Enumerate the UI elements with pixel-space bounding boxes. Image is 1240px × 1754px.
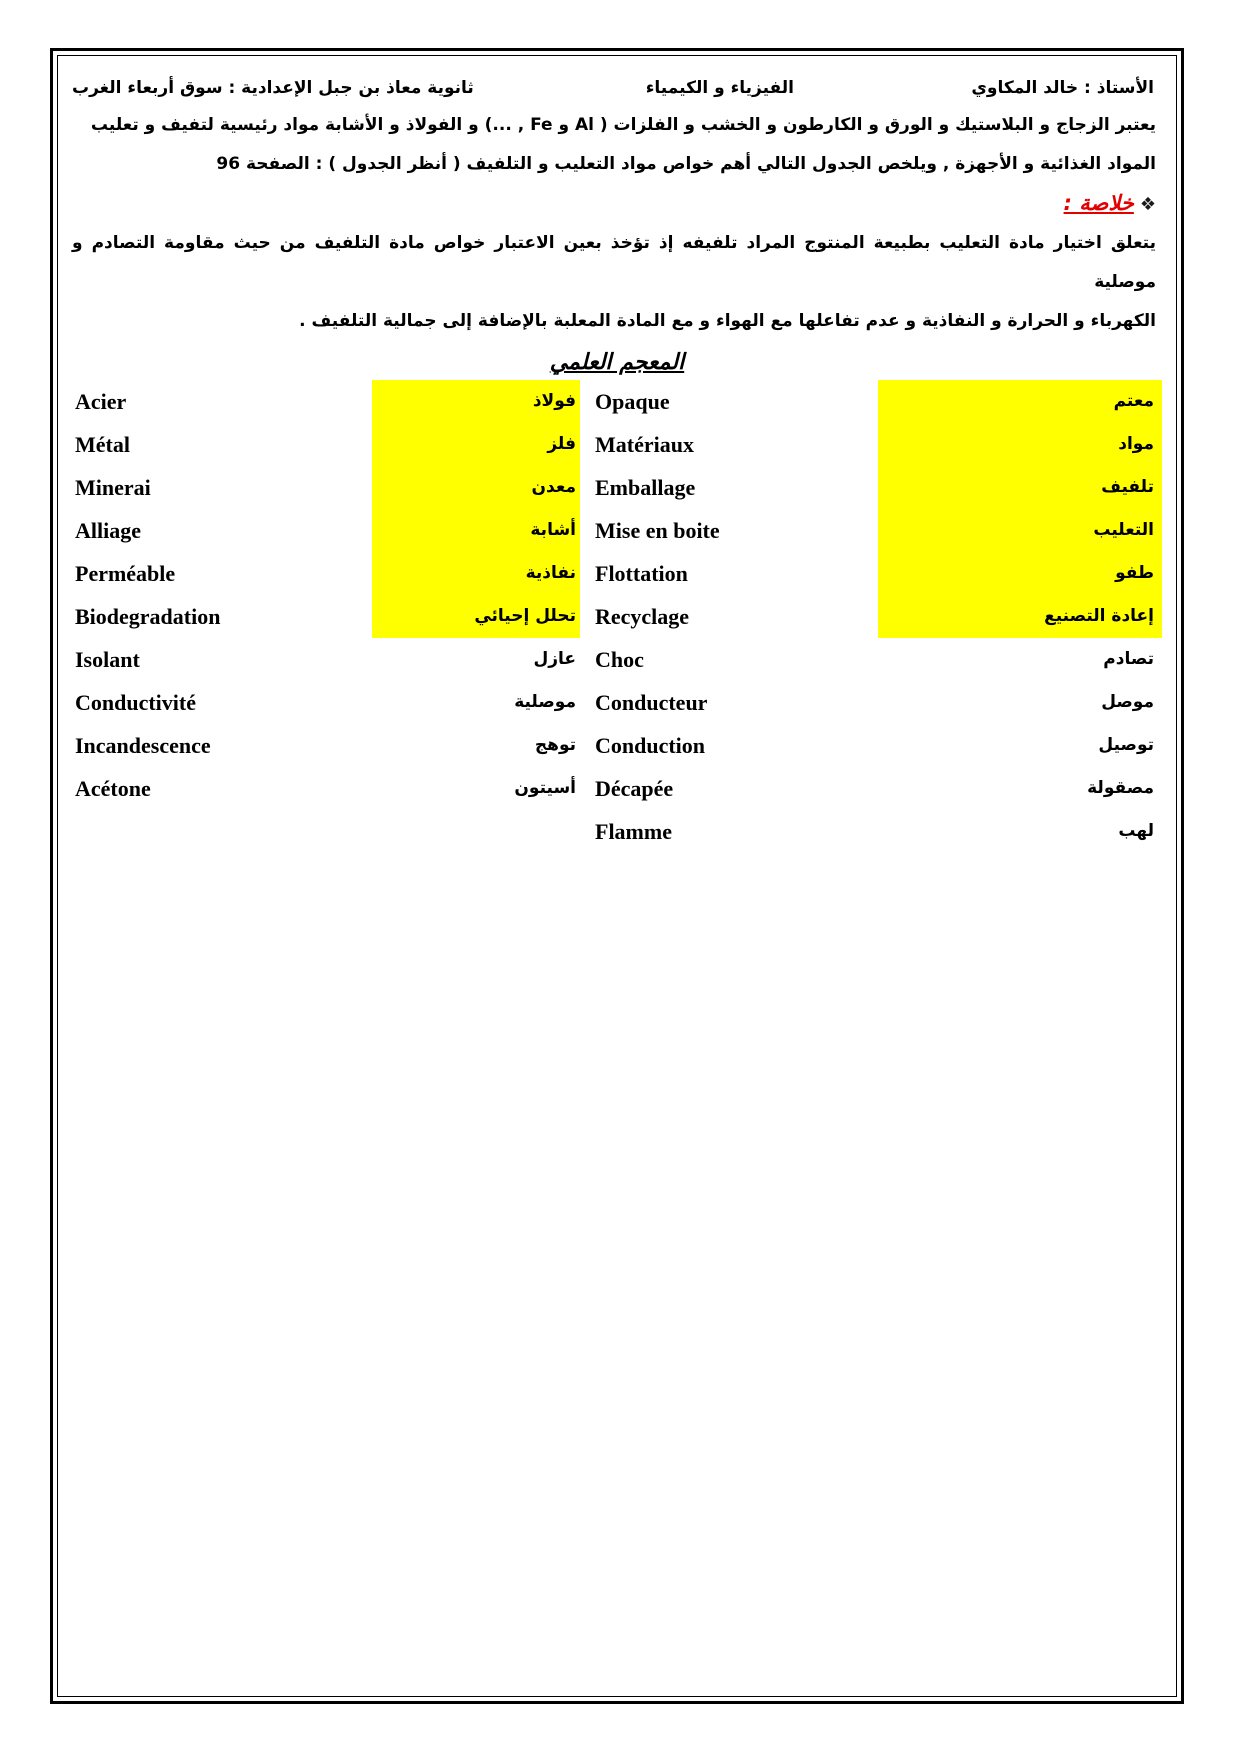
document-content xyxy=(72,70,1162,383)
lexicon-row xyxy=(72,466,1162,509)
arabic-term-2: نفاذية xyxy=(525,563,576,583)
teacher-name: الأستاذ : خالد المكاوي xyxy=(971,78,1154,98)
lexicon-row xyxy=(72,638,1162,681)
french-term-1: Choc xyxy=(595,647,644,672)
french-term-2: Acétone xyxy=(75,776,151,801)
french-term-1: Recyclage xyxy=(595,604,690,629)
arabic-term-2: أسيتون xyxy=(514,778,576,798)
summary-heading xyxy=(72,184,1162,224)
french-term-2: Isolant xyxy=(75,647,140,672)
summary-line-2: الكهرباء و الحرارة و النفاذية و عدم تفاعلها مع الهواء و مع المادة المعلبة بالإضافة إلى جمالية التلفيف . xyxy=(299,311,1156,331)
french-term-2: Perméable xyxy=(75,561,176,586)
french-term-2: Alliage xyxy=(75,518,141,543)
french-term-2 xyxy=(75,810,355,853)
french-term-1: Conducteur xyxy=(595,690,708,715)
lexicon-row xyxy=(72,767,1162,810)
lexicon-table xyxy=(72,380,1162,853)
lexicon-row xyxy=(72,552,1162,595)
summary-line-1: يتعلق اختيار مادة التعليب بطبيعة المنتوج المراد تلفيفه إذ تؤخذ بعين الاعتبار خواص مادة التلفيف من حيث مقاومة التصادم و موصلية xyxy=(72,233,1156,292)
arabic-term-2: توهج xyxy=(534,735,576,755)
arabic-term-2: أشابة xyxy=(530,520,576,540)
intro-paragraph xyxy=(72,106,1162,184)
arabic-term-1: تلفيف xyxy=(1101,477,1154,497)
lexicon-title: المعجم العلمي xyxy=(549,350,685,375)
french-term-2: Incandescence xyxy=(75,733,211,758)
lexicon-row xyxy=(72,724,1162,767)
lexicon-row xyxy=(72,423,1162,466)
page-header xyxy=(72,70,1162,106)
intro-line-2: المواد الغذائية و الأجهزة , ويلخص الجدول التالي أهم خواص مواد التعليب و التلفيف ( أنظر الجدول ) : الصفحة 96 xyxy=(216,154,1156,174)
arabic-term-1: موصل xyxy=(1101,692,1154,712)
bullet-icon: ❖ xyxy=(1139,194,1156,215)
arabic-term-1: مصقولة xyxy=(1087,778,1154,798)
french-term-2: Minerai xyxy=(75,475,151,500)
arabic-term-2: موصلية xyxy=(514,692,576,712)
arabic-term-2: تحلل إحيائي xyxy=(474,606,576,626)
school-name: ثانوية معاذ بن جبل الإعدادية : سوق أربعاء الغرب xyxy=(72,78,474,98)
french-term-2: Acier xyxy=(75,389,127,414)
arabic-term-1: تصادم xyxy=(1103,649,1154,669)
arabic-term-1: مواد xyxy=(1118,434,1154,454)
arabic-term-2: فولاذ xyxy=(532,391,576,411)
intro-line-1: يعتبر الزجاج و البلاستيك و الورق و الكارطون و الخشب و الفلزات ( Al و Fe , ...) و الفولاذ و الأشابة مواد رئيسية لتفيف و تعليب xyxy=(90,115,1156,135)
arabic-term-1: طفو xyxy=(1115,563,1154,583)
french-term-2: Conductivité xyxy=(75,690,196,715)
french-term-1: Conduction xyxy=(595,733,706,758)
arabic-term-1: إعادة التصنيع xyxy=(1044,606,1154,626)
arabic-term-1: لهب xyxy=(1118,821,1154,841)
arabic-term-2: معدن xyxy=(531,477,576,497)
french-term-1: Flottation xyxy=(595,561,688,586)
lexicon-row xyxy=(72,681,1162,724)
lexicon-row xyxy=(72,380,1162,423)
french-term-1: Opaque xyxy=(595,389,670,414)
lexicon-row xyxy=(72,810,1162,853)
french-term-1: Flamme xyxy=(595,819,672,844)
arabic-term-2: عازل xyxy=(533,649,576,669)
french-term-1: Matériaux xyxy=(595,432,694,457)
subject-name: الفيزياء و الكيمياء xyxy=(645,78,794,98)
french-term-2: Métal xyxy=(75,432,130,457)
french-term-1: Emballage xyxy=(595,475,696,500)
lexicon-row xyxy=(72,509,1162,552)
french-term-2: Biodegradation xyxy=(75,604,221,629)
french-term-1: Mise en boite xyxy=(595,518,720,543)
summary-title: خلاصة : xyxy=(1063,191,1134,215)
french-term-1: Décapée xyxy=(595,776,674,801)
arabic-term-1: توصيل xyxy=(1098,735,1154,755)
arabic-term-2 xyxy=(372,810,576,853)
lexicon-row xyxy=(72,595,1162,638)
arabic-term-2: فلز xyxy=(547,434,576,454)
summary-paragraph xyxy=(72,224,1162,341)
arabic-term-1: معتم xyxy=(1113,391,1154,411)
arabic-term-1: التعليب xyxy=(1093,520,1154,540)
